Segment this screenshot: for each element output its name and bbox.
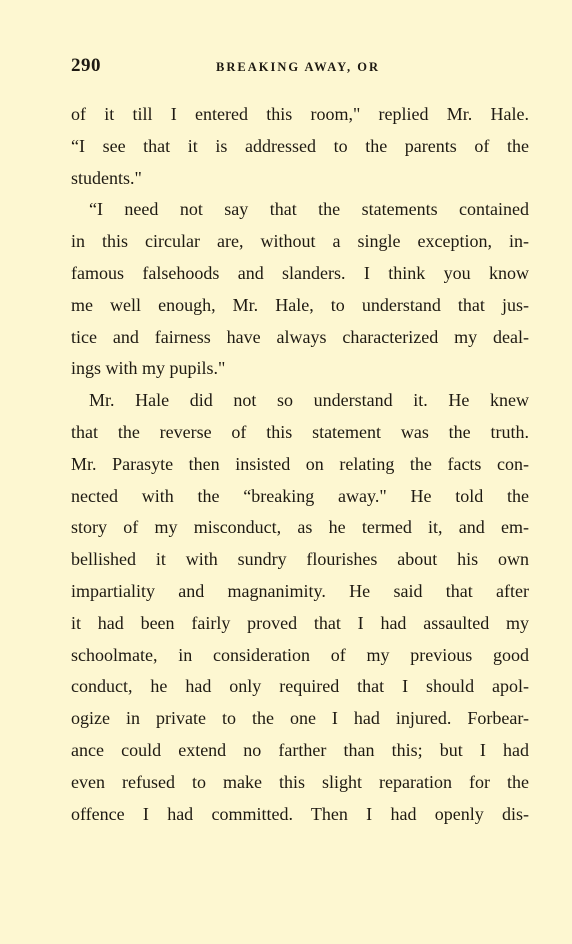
text-line: story of my misconduct, as he termed it, and em- <box>71 517 529 538</box>
text-line: nected with the “breaking away." He told the <box>71 485 529 506</box>
text-line: offence I had committed. Then I had openly dis- <box>71 803 529 824</box>
running-title: BREAKING AWAY, OR <box>216 60 381 74</box>
text-line: ogize in private to the one I had injured. Forbear- <box>71 708 529 729</box>
text-line: Mr. Parasyte then insisted on relating the facts con- <box>71 453 529 474</box>
text-line: famous falsehoods and slanders. I think you know <box>71 262 529 283</box>
text-line: students." <box>71 167 142 188</box>
text-line: Mr. Hale did not so understand it. He knew <box>89 390 529 411</box>
text-line: ings with my pupils." <box>71 358 226 379</box>
text-line: conduct, he had only required that I should apol- <box>71 676 529 697</box>
text-line: me well enough, Mr. Hale, to understand that jus- <box>71 294 529 315</box>
text-line: of it till I entered this room," replied Mr. Hale. <box>71 104 529 124</box>
text-line: impartiality and magnanimity. He said that after <box>71 580 529 601</box>
text-line: “I need not say that the statements contained <box>89 199 529 220</box>
text-line: even refused to make this slight reparation for the <box>71 771 529 792</box>
body-text <box>71 99 529 830</box>
page-number: 290 <box>71 55 101 76</box>
text-line: that the reverse of this statement was the truth. <box>71 421 529 442</box>
text-line: bellished it with sundry flourishes about his own <box>71 549 529 570</box>
page-header <box>71 55 531 81</box>
text-line: it had been fairly proved that I had assaulted my <box>71 612 529 633</box>
text-line: tice and fairness have always characterized my deal- <box>71 326 529 347</box>
text-line: schoolmate, in consideration of my previous good <box>71 644 529 665</box>
text-line: “I see that it is addressed to the parents of the <box>71 135 529 156</box>
text-line: ance could extend no farther than this; but I had <box>71 739 529 760</box>
text-line: in this circular are, without a single exception, in- <box>71 231 529 252</box>
